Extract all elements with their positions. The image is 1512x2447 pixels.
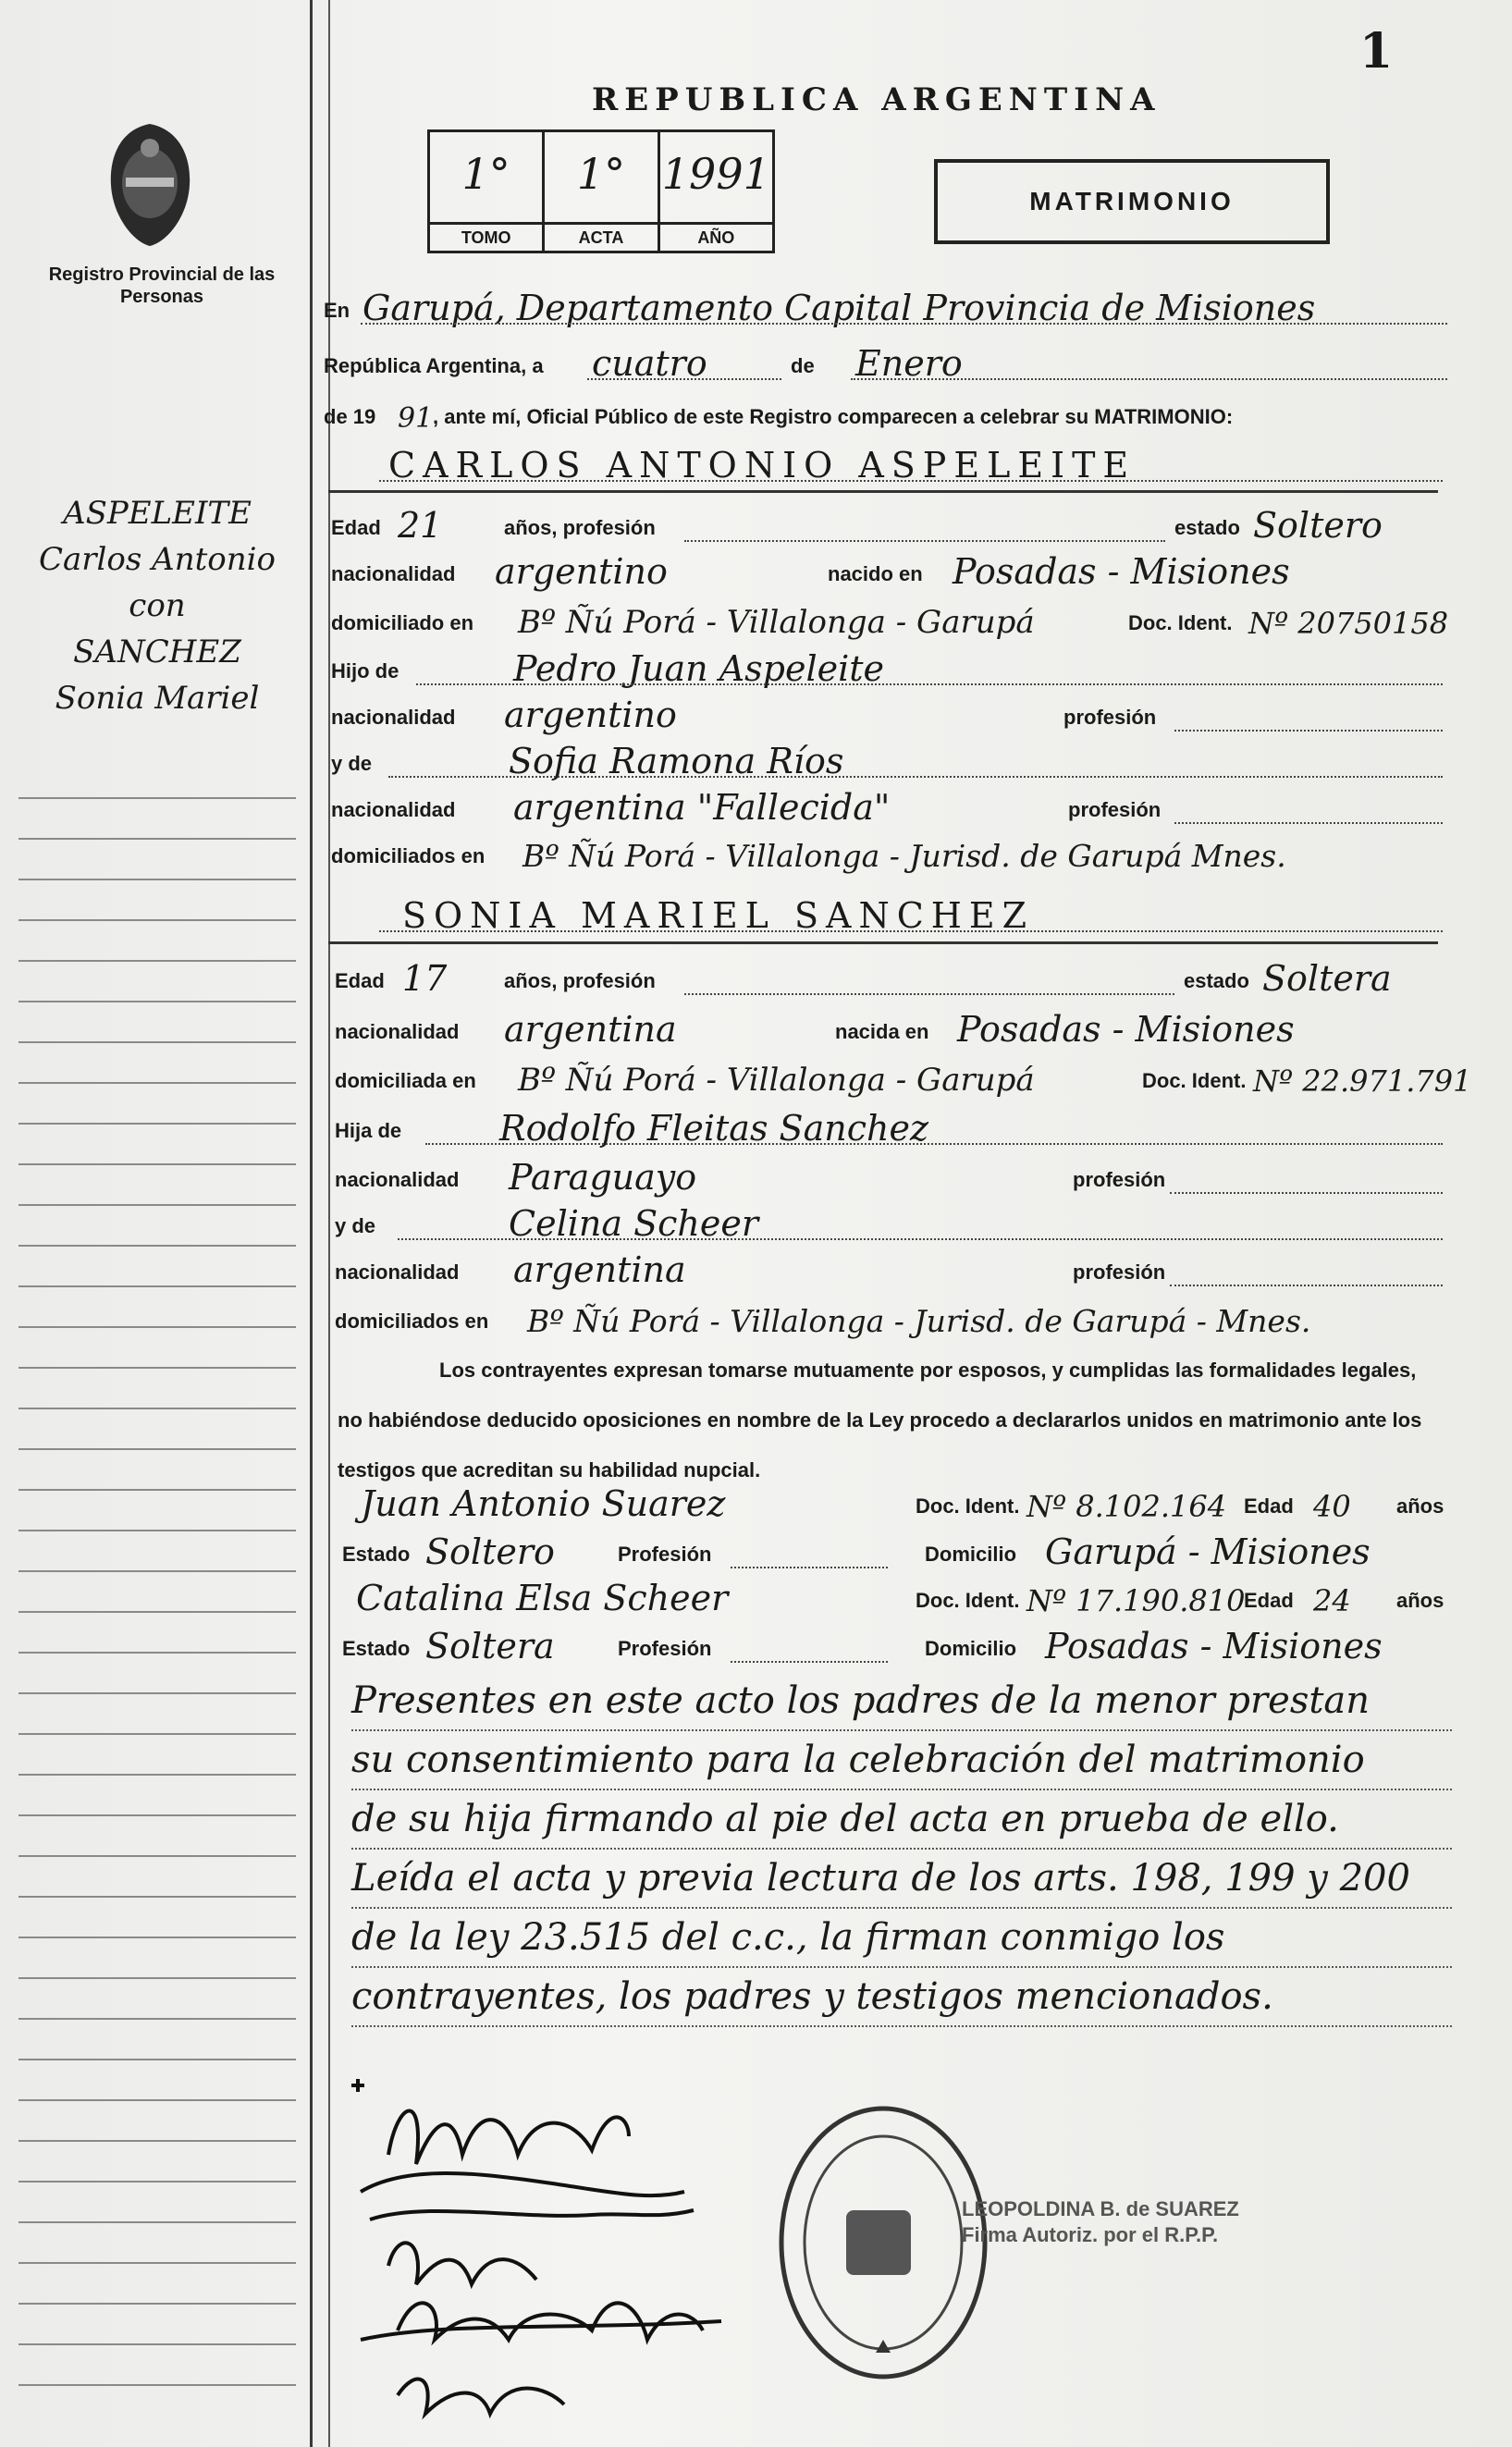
profesion-label: Profesión (618, 1543, 712, 1566)
handwritten-notes (351, 1672, 1452, 2027)
republica-label: República Argentina, a (324, 354, 544, 377)
estado-label: Estado (342, 1637, 411, 1660)
groom-name: CARLOS ANTONIO ASPELEITE (388, 445, 1137, 486)
bride-age: 17 (402, 958, 448, 999)
coat-of-arms-icon (102, 120, 199, 250)
domicilio-label: Domicilio (925, 1543, 1017, 1566)
stamp-line-2: Firma Autoriz. por el R.P.P. (962, 2223, 1219, 2246)
witness-2-age: 24 (1313, 1583, 1351, 1618)
note-line: Presentes en este acto los padres de la menor prestan (351, 1672, 1452, 1731)
profesion-label: profesión (1068, 798, 1162, 821)
dotted-line (851, 378, 1447, 380)
groom-mother: Sofia Ramona Ríos (509, 741, 844, 781)
edad-label: Edad (331, 516, 381, 539)
margin-line: con (129, 587, 186, 624)
anios-label: años (1396, 1589, 1444, 1612)
bride-father-nac: Paraguayo (509, 1157, 697, 1198)
bride-parents-dom-row (324, 1293, 1447, 1339)
dotted-line (425, 1143, 1443, 1145)
tomo-cell (430, 132, 545, 251)
profesion-label: profesión (1073, 1260, 1166, 1284)
groom-age: 21 (398, 505, 443, 546)
nacionalidad-label: nacionalidad (331, 798, 456, 821)
anios-label: años (1396, 1494, 1444, 1518)
domicilio-label: domiciliada en (335, 1069, 476, 1092)
bride-doc: Nº 22.971.791 (1253, 1064, 1472, 1099)
intro-date-row (324, 338, 1447, 384)
groom-father-nac: argentino (504, 695, 677, 735)
en-label: En (324, 299, 350, 322)
nacionalidad-label: nacionalidad (335, 1020, 460, 1043)
bride-parents-dom: Bº Ñú Porá - Villalonga - Jurisd. de Garupá - Mnes. (527, 1303, 1311, 1339)
dotted-line (1174, 822, 1443, 824)
groom-estado: Soltero (1253, 505, 1383, 546)
profesion-label: profesión (1073, 1168, 1166, 1191)
day-value: cuatro (592, 343, 707, 384)
bride-father-row (324, 1102, 1447, 1149)
nacido-label: nacido en (828, 562, 923, 585)
groom-parents-dom-row (324, 828, 1447, 874)
anio-cell (660, 132, 772, 251)
bride-father: Rodolfo Fleitas Sanchez (499, 1108, 928, 1149)
hija-label: Hija de (335, 1119, 402, 1142)
profesion-label: años, profesión (504, 969, 656, 992)
section-divider (328, 490, 1438, 493)
bride-name-row (324, 879, 1447, 936)
acta-label: ACTA (545, 222, 657, 251)
dotted-line (1170, 1285, 1443, 1286)
margin-note (28, 490, 287, 721)
bride-nacionalidad: argentina (504, 1009, 677, 1050)
groom-father-row (324, 643, 1447, 689)
intro-text: , ante mí, Oficial Público de este Registro comparecen a celebrar su MATRIMONIO: (433, 405, 1234, 428)
margin-line: ASPELEITE (63, 495, 252, 532)
month-value: Enero (855, 343, 963, 384)
doc-label: Doc. Ident. (1142, 1069, 1247, 1092)
stamp-line-1: LEOPOLDINA B. de SUAREZ (962, 2197, 1239, 2220)
bride-mother-nac: argentina (513, 1249, 686, 1290)
margin-line: SANCHEZ (73, 633, 241, 670)
acta-cell (545, 132, 659, 251)
note-line: Leída el acta y previa lectura de los arts. 198, 199 y 200 (351, 1850, 1452, 1909)
doc-label: Doc. Ident. (916, 1589, 1020, 1612)
bride-nacionalidad-row (324, 1003, 1447, 1050)
anio-value: 1991 (661, 149, 770, 199)
act-type-box: MATRIMONIO (934, 159, 1330, 244)
witness-2-name: Catalina Elsa Scheer (356, 1578, 729, 1618)
registry-name: Registro Provincial de las Personas (48, 264, 276, 307)
bride-estado: Soltera (1262, 958, 1392, 999)
groom-age-row (324, 499, 1447, 546)
witness-1-estado: Soltero (425, 1531, 555, 1572)
intro-place-row (324, 282, 1447, 328)
country-title: REPUBLICA ARGENTINA (592, 81, 1162, 118)
groom-mother-nac: argentina "Fallecida" (513, 787, 891, 828)
official-seal (772, 2099, 994, 2386)
dotted-line (379, 480, 1443, 482)
profesion-label: Profesión (618, 1637, 712, 1660)
dotted-line (684, 540, 1165, 542)
witness-2-row (324, 1572, 1447, 1618)
year-prefix: de 19 (324, 405, 376, 428)
intro-year-row (324, 388, 1447, 435)
groom-father-nac-row (324, 689, 1447, 735)
dotted-line (361, 323, 1447, 325)
groom-parents-dom: Bº Ñú Porá - Villalonga - Jurisd. de Garupá Mnes. (522, 838, 1286, 874)
bride-domicilio-row (324, 1052, 1472, 1099)
groom-mother-row (324, 735, 1447, 781)
note-line: de la ley 23.515 del c.c., la firman conmigo los (351, 1909, 1452, 1968)
hijo-label: Hijo de (331, 659, 400, 682)
bride-mother-row (324, 1198, 1447, 1244)
dotted-line (731, 1567, 888, 1568)
yde-label: y de (331, 752, 373, 775)
page-number: 1 (1359, 23, 1394, 80)
groom-father: Pedro Juan Aspeleite (513, 648, 885, 689)
dotted-line (1174, 730, 1443, 732)
edad-label: Edad (1244, 1494, 1294, 1518)
nacionalidad-label: nacionalidad (335, 1260, 460, 1284)
year-suffix: 91 (398, 402, 434, 435)
section-divider (328, 941, 1438, 944)
margin-line: Sonia Mariel (55, 680, 260, 717)
nacionalidad-label: nacionalidad (335, 1168, 460, 1191)
nacida-label: nacida en (835, 1020, 929, 1043)
witness-1-domicilio: Garupá - Misiones (1045, 1531, 1371, 1572)
bride-father-nac-row (324, 1151, 1447, 1198)
official-stamp-text (962, 2196, 1239, 2248)
witness-2-estado-row (324, 1620, 1447, 1666)
dotted-line (379, 930, 1443, 932)
profesion-label: años, profesión (504, 516, 656, 539)
bride-domicilio: Bº Ñú Porá - Villalonga - Garupá (518, 1062, 1035, 1099)
dotted-line (1170, 1192, 1443, 1194)
witness-2-estado: Soltera (425, 1626, 555, 1666)
dotted-line (684, 993, 1174, 995)
bride-name: SONIA MARIEL SANCHEZ (402, 895, 1035, 936)
bride-age-row (324, 953, 1447, 999)
witness-2-domicilio: Posadas - Misiones (1045, 1626, 1383, 1666)
bride-nacida: Posadas - Misiones (957, 1009, 1295, 1050)
tomo-acta-anio-box (427, 129, 775, 253)
ruled-lines (18, 758, 296, 2423)
profesion-label: profesión (1063, 706, 1157, 729)
domicilio-label: Domicilio (925, 1637, 1017, 1660)
groom-doc: Nº 20750158 (1248, 606, 1449, 641)
groom-domicilio: Bº Ñú Porá - Villalonga - Garupá (518, 604, 1035, 641)
dotted-line (388, 776, 1443, 778)
witness-1-doc: Nº 8.102.164 (1026, 1489, 1227, 1524)
de-label: de (791, 354, 815, 377)
note-line: de su hija firmando al pie del acta en prueba de ello. (351, 1790, 1452, 1850)
domiciliados-label: domiciliados en (335, 1310, 489, 1333)
groom-nacionalidad: argentino (495, 551, 668, 592)
groom-domicilio-row (324, 595, 1447, 641)
groom-name-row (324, 430, 1447, 486)
margin-line: Carlos Antonio (39, 541, 276, 578)
witness-2-doc: Nº 17.190.810 (1026, 1583, 1246, 1618)
edad-label: Edad (1244, 1589, 1294, 1612)
acta-value: 1° (576, 149, 626, 199)
estado-label: Estado (342, 1543, 411, 1566)
note-line: contrayentes, los padres y testigos mencionados. (351, 1968, 1452, 2027)
declaration-text: Los contrayentes expresan tomarse mutuamente por esposos, y cumplidas las formalidades legales, no habiéndose deducido oposiciones en nombre de la Ley procedo a declararlos unidos en matrimonio ante los testigos que acreditan su habilidad nupcial. (338, 1359, 1422, 1482)
dotted-line (587, 378, 781, 380)
groom-mother-nac-row (324, 781, 1447, 828)
nacionalidad-label: nacionalidad (331, 706, 456, 729)
anio-label: AÑO (660, 222, 772, 251)
doc-label: Doc. Ident. (1128, 611, 1233, 634)
tomo-value: 1° (461, 149, 510, 199)
dotted-line (416, 683, 1443, 685)
yde-label: y de (335, 1214, 376, 1237)
edad-label: Edad (335, 969, 385, 992)
note-line: su consentimiento para la celebración del matrimonio (351, 1731, 1452, 1790)
tomo-label: TOMO (430, 222, 542, 251)
domicilio-label: domiciliado en (331, 611, 474, 634)
domiciliados-label: domiciliados en (331, 844, 486, 867)
bride-mother: Celina Scheer (509, 1203, 759, 1244)
witness-1-row (324, 1478, 1447, 1524)
left-margin-column (0, 0, 313, 2447)
groom-nacido: Posadas - Misiones (953, 551, 1290, 592)
witness-1-name: Juan Antonio Suarez (361, 1483, 726, 1524)
doc-label: Doc. Ident. (916, 1494, 1020, 1518)
witness-1-estado-row (324, 1526, 1447, 1572)
dotted-line (398, 1238, 1443, 1240)
estado-label: estado (1174, 516, 1240, 539)
estado-label: estado (1184, 969, 1249, 992)
witness-1-age: 40 (1313, 1489, 1351, 1524)
dotted-line (731, 1661, 888, 1663)
place-value: Garupá, Departamento Capital Provincia de Misiones (363, 288, 1316, 328)
nacionalidad-label: nacionalidad (331, 562, 456, 585)
bride-mother-nac-row (324, 1244, 1447, 1290)
groom-nacionalidad-row (324, 546, 1447, 592)
